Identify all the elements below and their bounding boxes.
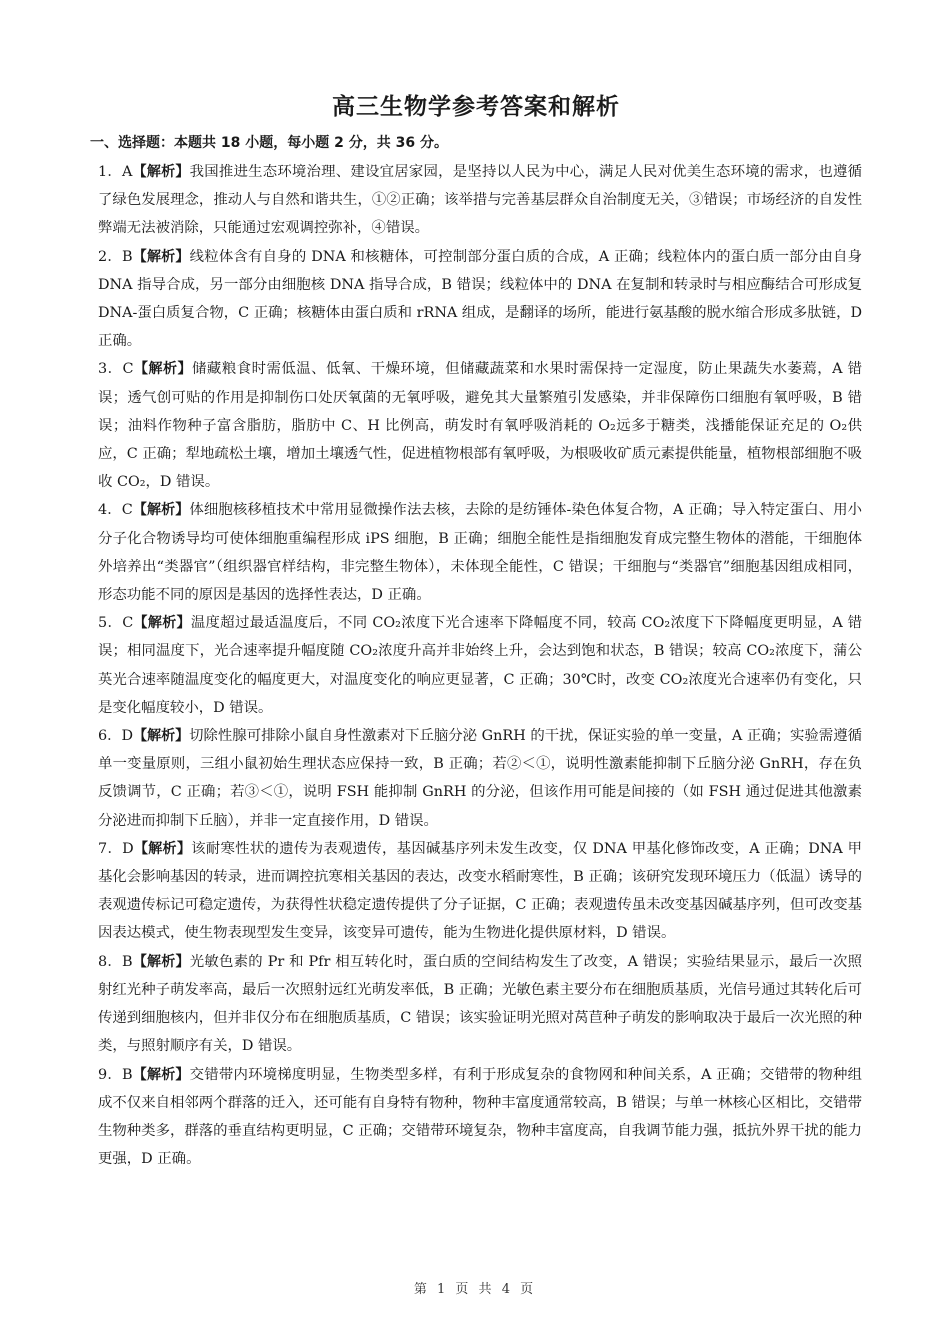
answer-text: 体细胞核移植技术中常用显微操作法去核，去除的是纺锤体-染色体复合物，A 正确；导入特定蛋白、用小分子化合物诱导均可使体细胞重编程形成 iPS 细胞，B 正确；细胞全能性是指细胞发育成完整生物体的潜能，干细胞体外培养出“类器官”（组织器官样结构，非完整生物体），未体现全能性，C 错误；干细胞与“类器官”细胞基因组成相同，形态功能不同的原因是基因的选择性表达，D 正确。: [98, 502, 863, 604]
answer-text: 切除性腺可排除小鼠自身性激素对下丘脑分泌 GnRH 的干扰，保证实验的单一变量，A 正确；实验需遵循单一变量原则，三组小鼠初始生理状态应保持一致，B 正确；若②＜①，说明性激素能抑制下丘脑分泌 GnRH，存在负反馈调节，C 正确；若③＜①，说明 FSH 能抑制 GnRH 的分泌，但该作用可能是间接的（如 FSH 通过促进其他激素分泌进而抑制下丘脑），并非一定直接作用，D 错误。: [98, 728, 862, 829]
answer-text: 温度超过最适温度后，不同 CO₂浓度下光合速率下降幅度不同，较高 CO₂浓度下下降幅度更明显，A 错误；相同温度下，光合速率提升幅度随 CO₂浓度升高并非始终上升，会达到饱和状态，B 错误；较高 CO₂浓度下，蒲公英光合速率随温度变化的幅度更大，对温度变化的响应更显著，C 正确；30℃时，改变 CO₂浓度光合速率仍有变化，只是变化幅度较小，D 错误。: [98, 615, 863, 716]
answer-number: 5．C: [98, 615, 134, 632]
answer-item: [90, 496, 862, 609]
answer-number: 4．C: [98, 502, 133, 519]
analysis-tag: 【解析】: [133, 615, 191, 632]
answer-text: 该耐寒性状的遗传为表观遗传，基因碱基序列未发生改变，仅 DNA 甲基化修饰改变，A 正确；DNA 甲基化会影响基因的转录，进而调控抗寒相关基因的表达，改变水稻耐寒性，B 正确；该研究发现环境压力（低温）诱导的表观遗传标记可稳定遗传，为获得性状稳定遗传提供了分子证据，C 正确；表观遗传虽未改变基因碱基序列，但可改变基因表达模式，使生物表现型发生变异，该变异可遗传，能为生物进化提供原材料，D 错误。: [98, 840, 862, 942]
answer-number: 3．C: [98, 361, 134, 378]
answer-text: 我国推进生态环境治理、建设宜居家园，是坚持以人民为中心，满足人民对优美生态环境的需求，也遵循了绿色发展理念，推动人与自然和谐共生，①②正确；该举措与完善基层群众自治制度无关，③错误；市场经济的自发性弊端无法被消除，只能通过宏观调控弥补，④错误。: [98, 164, 862, 237]
answer-item: [90, 158, 862, 243]
answer-item: [90, 948, 862, 1061]
answer-item: [90, 243, 862, 356]
analysis-tag: 【解析】: [133, 361, 193, 378]
answer-item: [90, 722, 862, 835]
analysis-tag: 【解析】: [132, 248, 190, 265]
answer-item: [90, 1061, 862, 1174]
answer-number: 1．A: [98, 164, 133, 180]
analysis-tag: 【解析】: [132, 953, 190, 970]
answer-number: 8．B: [98, 953, 133, 970]
answer-text: 线粒体含有自身的 DNA 和核糖体，可控制部分蛋白质的合成，A 正确；线粒体内的蛋白质一部分由自身 DNA 指导合成，另一部分由细胞核 DNA 指导合成，B 错误；线粒体中的 DNA 在复制和转录时与相应酶结合可形成复 DNA-蛋白质复合物，C 正确；核糖体由蛋白质和 rRNA 组成，是翻译的场所，能进行氨基酸的脱水缩合形成多肽链，D 正确。: [98, 248, 862, 350]
answer-number: 7．D: [98, 840, 134, 857]
document-title: 高三生物学参考答案和解析: [332, 94, 620, 120]
analysis-tag: 【解析】: [132, 164, 190, 180]
answer-item: [90, 835, 862, 948]
answer-number: 6．D: [98, 728, 134, 745]
page-footer: 第 1 页 共 4 页: [413, 1282, 537, 1297]
analysis-tag: 【解析】: [133, 728, 190, 745]
answer-item: [90, 609, 862, 722]
answer-text: 储藏粮食时需低温、低氧、干燥环境，但储藏蔬菜和水果时需保持一定湿度，防止果蔬失水萎蔫，A 错误；透气创可贴的作用是抑制伤口处厌氧菌的无氧呼吸，避免其大量繁殖引发感染，并非保障伤口细胞有氧呼吸，B 错误；油料作物种子富含脂肪，脂肪中 C、H 比例高，萌发时有氧呼吸消耗的 O₂远多于糖类，浅播能保证充足的 O₂供应，C 正确；犁地疏松土壤，增加土壤透气性，促进植物根部有氧呼吸，为根吸收矿质元素提供能量，植物根部细胞不吸收 CO₂，D 错误。: [98, 361, 863, 491]
answer-item: [90, 355, 862, 496]
answer-number: 2．B: [98, 248, 133, 265]
analysis-tag: 【解析】: [132, 502, 190, 519]
answer-text: 交错带内环境梯度明显，生物类型多样，有利于形成复杂的食物网和种间关系，A 正确；交错带的物种组成不仅来自相邻两个群落的迁入，还可能有自身特有物种，物种丰富度通常较高，B 错误；与单一林核心区相比，交错带生物种类多，群落的垂直结构更明显，C 正确；交错带环境复杂，物种丰富度高，自我调节能力强，抵抗外界干扰的能力更强，D 正确。: [98, 1066, 862, 1168]
answer-list: [90, 158, 862, 1173]
analysis-tag: 【解析】: [133, 840, 192, 857]
analysis-tag: 【解析】: [132, 1066, 190, 1083]
answer-number: 9．B: [98, 1066, 133, 1083]
answer-text: 光敏色素的 Pr 和 Pfr 相互转化时，蛋白质的空间结构发生了改变，A 错误；实验结果显示，最后一次照射红光种子萌发率高，最后一次照射远红光萌发率低，B 正确；光敏色素主要分布在细胞质基质，光信号通过其转化后可传递到细胞核内，但并非仅分布在细胞质基质，C 错误；该实验证明光照对莴苣种子萌发的影响取决于最后一次光照的种类，与照射顺序有关，D 错误。: [98, 953, 863, 1055]
section-heading: 一、选择题：本题共 18 小题，每小题 2 分，共 36 分。: [90, 135, 448, 151]
